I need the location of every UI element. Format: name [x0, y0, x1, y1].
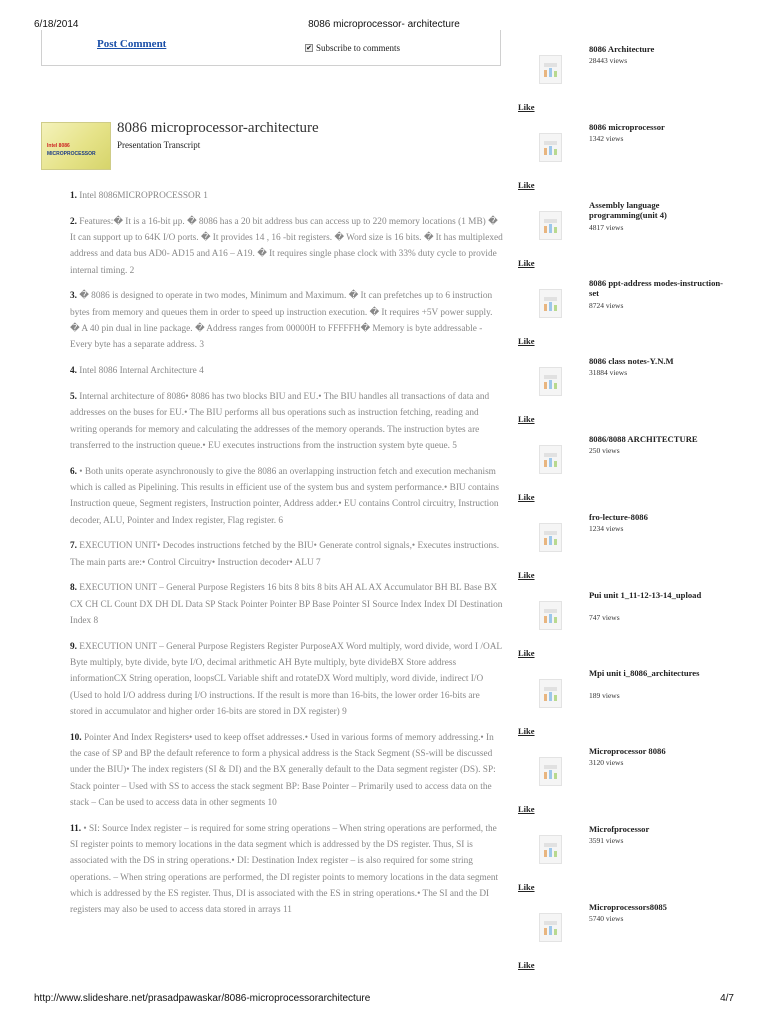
placeholder-image-icon[interactable]: [539, 55, 562, 84]
transcript-item: 4. Intel 8086 Internal Architecture 4: [70, 366, 204, 377]
presentation-subtitle: Presentation Transcript: [117, 140, 201, 150]
related-item-views: 1342 views: [589, 134, 624, 143]
related-item-views: 3591 views: [589, 836, 624, 845]
related-item-views: 31884 views: [589, 368, 628, 377]
print-page-number: 4/7: [720, 993, 734, 1004]
related-item[interactable]: [517, 196, 732, 274]
transcript-item: 9. EXECUTION UNIT – General Purpose Registers Register PurposeAX Word multiply, word divide, word I /OAL Byte multiply, byte divide, byte I/O, decimal arithmetic AH Byte multiply, byte divideBX Store address informationCX String operation, loopsCL Variable shift and rotateDX Word multiply, word divide, indirect I/O (Used to hold I/O address during I/O instructions. If the result is more than 16-bits, the lower order 16-bits are stored in accumulator and higher order 16-bits are stored in DX register) 9: [70, 641, 502, 718]
placeholder-image-icon[interactable]: [539, 211, 562, 240]
thumbnail-line2: MICROPROCESSOR: [47, 151, 96, 157]
placeholder-image-icon[interactable]: [539, 913, 562, 942]
print-footer: [34, 993, 734, 1007]
subscribe-checkbox-row[interactable]: [305, 43, 400, 53]
related-item-views: 8724 views: [589, 301, 624, 310]
transcript: [70, 188, 503, 928]
print-url: http://www.slideshare.net/prasadpawaskar/8086-microprocessorarchitecture: [34, 993, 371, 1004]
related-item-views: 250 views: [589, 446, 620, 455]
like-button[interactable]: Like: [518, 882, 535, 892]
checkmark-icon[interactable]: ✔: [306, 44, 312, 52]
related-item-views: 5740 views: [589, 914, 624, 923]
subscribe-label: Subscribe to comments: [316, 43, 400, 53]
transcript-item: 1. Intel 8086MICROPROCESSOR 1: [70, 191, 208, 201]
related-item-views: 189 views: [589, 691, 620, 700]
related-item[interactable]: [517, 352, 732, 430]
like-button[interactable]: Like: [518, 726, 535, 736]
placeholder-image-icon[interactable]: [539, 523, 562, 552]
thumbnail-line1: Intel 8086: [47, 143, 70, 149]
related-item[interactable]: [517, 118, 732, 196]
related-item-title[interactable]: 8086 ppt-address modes-instruction-set: [589, 278, 724, 298]
placeholder-image-icon[interactable]: [539, 679, 562, 708]
placeholder-image-icon[interactable]: [539, 289, 562, 318]
placeholder-image-icon[interactable]: [539, 601, 562, 630]
like-button[interactable]: Like: [518, 804, 535, 814]
related-item-title[interactable]: Pui unit 1_11-12-13-14_upload: [589, 590, 702, 600]
like-button[interactable]: Like: [518, 336, 535, 346]
related-item[interactable]: [517, 274, 732, 352]
transcript-item: 8. EXECUTION UNIT – General Purpose Registers 16 bits 8 bits 8 bits AH AL AX Accumulator BH BL Base BX CX CH CL Count DX DH DL Data SP Stack Pointer Pointer BP Base Pointer SI Source Index Index DI Destination Index 8: [70, 583, 503, 627]
placeholder-image-icon[interactable]: [539, 367, 562, 396]
like-button[interactable]: Like: [518, 570, 535, 580]
transcript-item: 5. Internal architecture of 8086• 8086 has two blocks BIU and EU.• The BIU handles all transactions of data and addresses on the buses for EU.• The BIU performs all bus operations such as instruction fetching, reading and writing operands for memory and calculating the addresses of the memory operands. The instruction bytes are transferred to the instruction queue.• EU executes instructions from the instruction system byte queue. 5: [70, 391, 490, 451]
related-item-title[interactable]: 8086 class notes-Y.N.M: [589, 356, 674, 366]
like-button[interactable]: Like: [518, 648, 535, 658]
presentation-thumbnail[interactable]: [41, 122, 111, 170]
transcript-item: 6. • Both units operate asynchronously to give the 8086 an overlapping instruction fetch and execution mechanism which is called as Pipelining. This results in efficient use of the system bus and system performance.• BIU contains Instruction queue, Segment registers, Instruction pointer, Address adder.• EU contains Control circuitry, Instruction decoder, ALU, Pointer and Index register, Flag register. 6: [70, 466, 499, 526]
related-item-views: 747 views: [589, 613, 620, 622]
related-item-title[interactable]: 8086 Architecture: [589, 44, 655, 54]
related-item-views: 28443 views: [589, 56, 628, 65]
like-button[interactable]: Like: [518, 180, 535, 190]
presentation-header: [41, 120, 501, 172]
related-item[interactable]: [517, 820, 732, 898]
transcript-item: 7. EXECUTION UNIT• Decodes instructions fetched by the BIU• Generate control signals,• Executes instructions. The main parts are:• Control Circuitry• Instruction decoder• ALU 7: [70, 541, 500, 568]
like-button[interactable]: Like: [518, 960, 535, 970]
related-item[interactable]: [517, 664, 732, 742]
related-item[interactable]: [517, 508, 732, 586]
related-item-views: 1234 views: [589, 524, 624, 533]
related-sidebar: [517, 40, 732, 976]
transcript-item: 10. Pointer And Index Registers• used to keep offset addresses.• Used in various forms of memory addressing.• In the case of SP and BP the default reference to form a physical address is the Stack Segment (SS-will be discussed under the BIU)• The index registers (SI & DI) and the BX generally default to the Data segment register (DS). SP: Stack pointer – Used with SS to access the stack segment BP: Base Pointer – Primarily used to access data on the stack – Can be used to access data in other segments 10: [70, 732, 496, 808]
placeholder-image-icon[interactable]: [539, 133, 562, 162]
comment-form: [41, 30, 501, 66]
like-button[interactable]: Like: [518, 258, 535, 268]
related-item-title[interactable]: 8086/8088 ARCHITECTURE: [589, 434, 698, 444]
related-item-title[interactable]: Assembly language programming(unit 4): [589, 200, 667, 220]
related-item-title[interactable]: fro-lecture-8086: [589, 512, 648, 522]
related-item[interactable]: [517, 40, 732, 118]
related-item-title[interactable]: 8086 microprocessor: [589, 122, 665, 132]
related-item[interactable]: [517, 430, 732, 508]
related-item-title[interactable]: Microfprocessor: [589, 824, 650, 834]
like-button[interactable]: Like: [518, 414, 535, 424]
placeholder-image-icon[interactable]: [539, 757, 562, 786]
transcript-item: 2. Features:� It is a 16-bit μp. � 8086 has a 20 bit address bus can access up to 220 memory locations (1 MB) � It can support up to 64K I/O ports. � It provides 14 , 16 -bit registers. � Word size is 16 bits. � It has multiplexed address and data bus AD0- AD15 and A16 – A19. � It requires single phase clock with 33% duty cycle to provide internal timing. 2: [70, 216, 503, 276]
like-button[interactable]: Like: [518, 102, 535, 112]
related-item-title[interactable]: Mpi unit i_8086_architectures: [589, 668, 700, 678]
related-item-views: 3120 views: [589, 758, 624, 767]
presentation-title: 8086 microprocessor-architecture: [117, 120, 319, 136]
related-item-title[interactable]: Microprocessor 8086: [589, 746, 666, 756]
print-date: 6/18/2014: [34, 19, 79, 30]
placeholder-image-icon[interactable]: [539, 445, 562, 474]
like-button[interactable]: Like: [518, 492, 535, 502]
related-item-views: 4817 views: [589, 223, 624, 232]
related-item[interactable]: [517, 586, 732, 664]
transcript-item: 11. • SI: Source Index register – is required for some string operations – When string operations are performed, the SI register points to memory locations in the data segment which is addressed by the DS register. Thus, SI is associated with the DS in string operations.• DI: Destination Index register – is also required for some string operations. – When string operations are performed, the DI register points to memory locations in the data segment which is addressed by the ES register. Thus, DI is associated with the ES in string operations.• The SI and the DI registers may also be used to access data stored in arrays 11: [70, 823, 499, 916]
related-item[interactable]: [517, 742, 732, 820]
print-doc-title: 8086 microprocessor- architecture: [308, 19, 460, 30]
transcript-item: 3. � 8086 is designed to operate in two modes, Minimum and Maximum. � It can prefetches up to 6 instruction bytes from memory and queues them in order to speed up instruction execution. � It requires +5V power supply. � A 40 pin dual in line package. � Address ranges from 00000H to FFFFFH� Memory is byte addressable - Every byte has a separate address. 3: [70, 291, 493, 351]
post-comment-button[interactable]: Post Comment: [97, 38, 167, 50]
related-item[interactable]: [517, 898, 732, 976]
placeholder-image-icon[interactable]: [539, 835, 562, 864]
related-item-title[interactable]: Microprocessors8085: [589, 902, 667, 912]
